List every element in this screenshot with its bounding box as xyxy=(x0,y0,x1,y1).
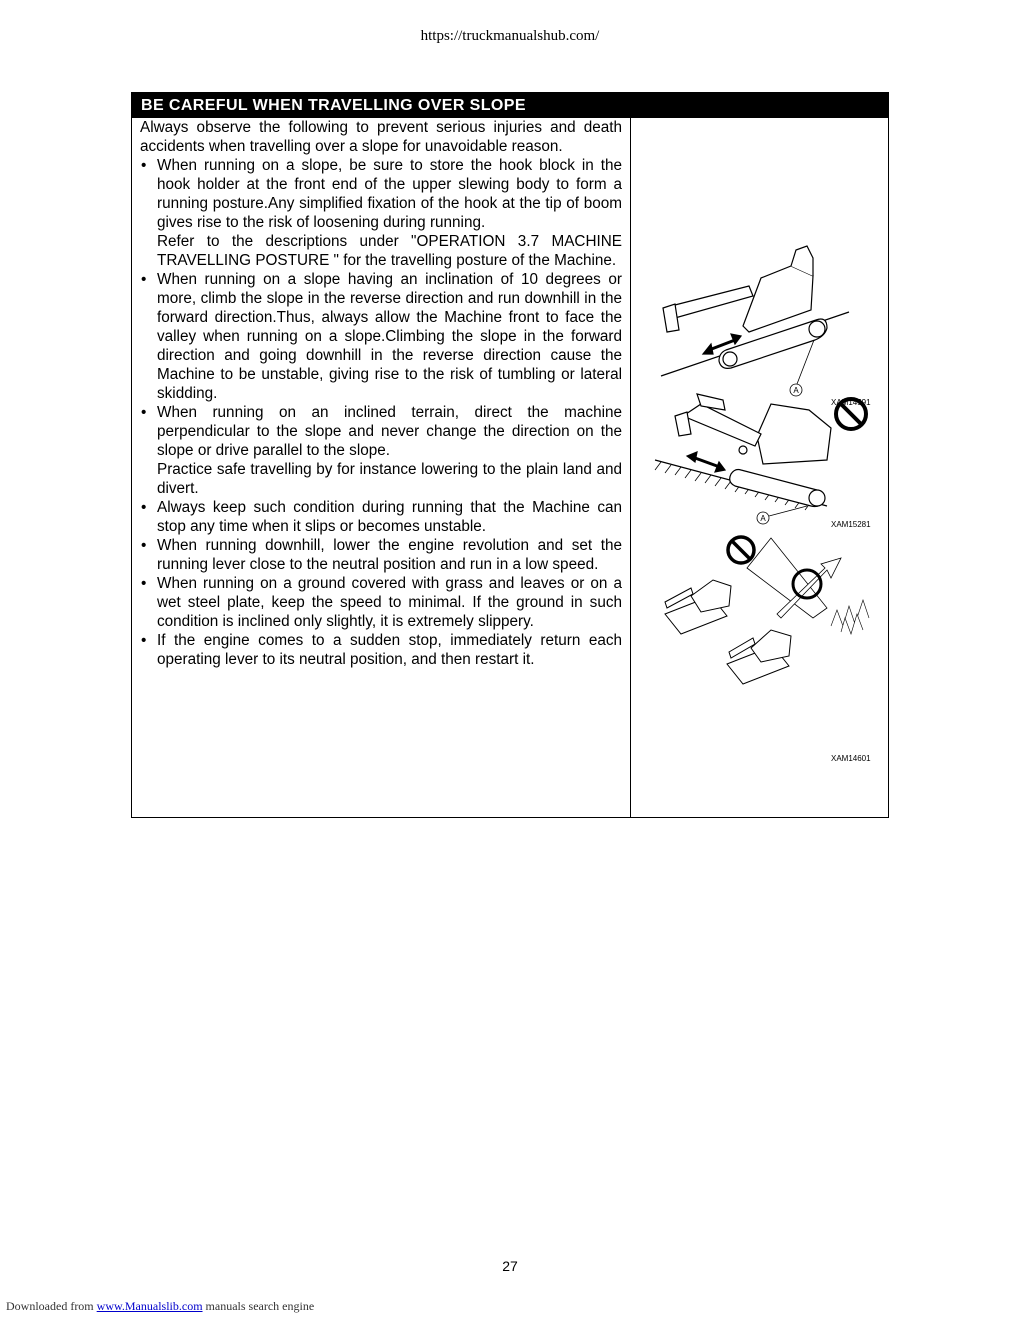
callout-label: A xyxy=(793,386,799,395)
bullet-dot: • xyxy=(141,499,147,516)
callout-label: A xyxy=(760,514,766,523)
figure-code: XAM14601 xyxy=(831,754,871,763)
cab-body xyxy=(743,266,813,332)
arrow-head-right xyxy=(715,462,725,472)
bullet-item xyxy=(140,156,622,270)
bullet-item xyxy=(140,631,622,669)
slope-grass xyxy=(831,600,869,634)
arrow-shaft xyxy=(695,458,717,466)
bullet-item xyxy=(140,403,622,498)
excavator-2-cab xyxy=(751,630,791,662)
figure-direction-on-slope xyxy=(665,538,871,763)
arrow-head-left xyxy=(687,452,697,462)
page-number: 27 xyxy=(502,1258,518,1274)
bullet-item xyxy=(140,574,622,631)
slope-travel-illustrations xyxy=(631,118,887,818)
download-footer xyxy=(6,1299,314,1314)
bullet-item xyxy=(140,498,622,536)
warning-section xyxy=(131,92,889,818)
footer-prefix: Downloaded from xyxy=(6,1299,97,1313)
bullet-text: Always keep such condition during running that the Machine can stop any time when it slips or becomes unstable. xyxy=(157,499,622,535)
section-title: BE CAREFUL WHEN TRAVELLING OVER SLOPE xyxy=(132,93,888,118)
intro-text: Always observe the following to prevent serious injuries and death accidents when travelling over a slope for unavoidable reason. xyxy=(140,119,622,155)
bullet-dot: • xyxy=(141,157,147,174)
section-body xyxy=(132,118,888,817)
idler-wheel xyxy=(809,321,825,337)
header-url: https://truckmanualshub.com/ xyxy=(420,28,600,44)
callout-leader xyxy=(797,340,814,384)
bullet-subtext: Practice safe travelling by for instance lowering to the plain land and divert. xyxy=(157,461,622,497)
manualslib-link[interactable]: www.Manualslib.com xyxy=(96,1299,203,1313)
footer-suffix: manuals search engine xyxy=(202,1299,315,1313)
bullet-dot: • xyxy=(141,575,147,592)
callout-leader xyxy=(769,506,807,516)
prohibition-icon xyxy=(728,537,754,563)
figure-machine-facing-downhill xyxy=(661,246,871,407)
arrow-head-left xyxy=(703,344,713,354)
bullet-text: When running on a slope having an inclination of 10 degrees or more, climb the slope in the reverse direction and run downhill in the forward direction.Thus, always allow the Machine front to face the valley when running on a slope.Climbing the slope in the forward direction and going downhill in the reverse direction cause the Machine to be unstable, giving rise to the risk of tumbling or lateral skidding. xyxy=(157,271,622,402)
bullet-dot: • xyxy=(141,537,147,554)
bullet-text: When running on a slope, be sure to store the hook block in the hook holder at the front end of the upper slewing body to form a running posture.Any simplified fixation of the hook at the tip of boom gives rise to the risk of loosening during running. xyxy=(157,157,622,231)
bullet-text: If the engine comes to a sudden stop, immediately return each operating lever to its neutral position, and then restart it. xyxy=(157,632,622,668)
boom xyxy=(671,286,753,318)
instructions-column xyxy=(140,118,622,669)
sprocket-wheel xyxy=(723,352,737,366)
bullet-item xyxy=(140,270,622,403)
hook-block xyxy=(739,446,747,454)
bullet-text: When running on an inclined terrain, direct the machine perpendicular to the slope and never change the direction on the slope or drive parallel to the slope. xyxy=(157,404,622,459)
bullet-dot: • xyxy=(141,632,147,649)
bullet-dot: • xyxy=(141,404,147,421)
bullet-dot: • xyxy=(141,271,147,288)
bullet-item xyxy=(140,536,622,574)
bullet-text: When running downhill, lower the engine revolution and set the running lever close to the neutral position and run in a low speed. xyxy=(157,537,622,573)
figure-code: XAM14591 xyxy=(831,398,871,407)
idler-wheel xyxy=(809,490,825,506)
cab-body xyxy=(757,404,831,464)
bullet-subtext: Refer to the descriptions under "OPERATION 3.7 MACHINE TRAVELLING POSTURE " for the travelling posture of the Machine. xyxy=(157,233,622,269)
figure-machine-facing-uphill xyxy=(655,394,871,529)
illustration-column xyxy=(631,118,888,817)
figure-code: XAM15281 xyxy=(831,520,871,529)
boom xyxy=(683,404,761,446)
bullet-text: When running on a ground covered with grass and leaves or on a wet steel plate, keep the speed to minimal. If the ground in such condition is inclined only slightly, it is extremely slippery. xyxy=(157,575,622,630)
bullet-list xyxy=(140,156,622,669)
